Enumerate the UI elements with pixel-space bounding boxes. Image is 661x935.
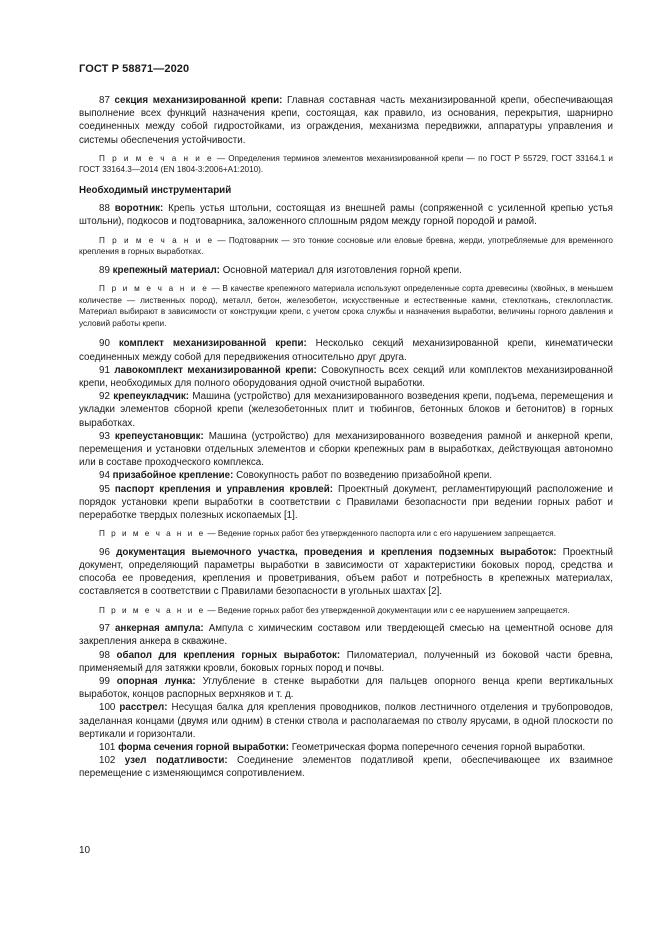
term-entry-102 (79, 754, 613, 780)
note-text: — Ведение горных работ без утвержденной документации или с ее нарушением запрещается. (207, 605, 570, 615)
entry-term: расстрел: (119, 702, 168, 714)
entry-number: 93 (99, 430, 110, 442)
entry-term: узел податливости: (124, 755, 228, 767)
entry-definition: Машина (устройство) для механизированного возведения крепи, подъема, перемещения и укладки элементов сборной крепи (железобетонных плит и тюбингов, бетонных блоков и бетонитов) в горных выработках. (79, 391, 613, 429)
term-entry-89 (79, 264, 613, 277)
term-entry-94 (79, 469, 613, 482)
entry-number: 88 (99, 203, 110, 215)
entry-definition: Несущая балка для крепления проводников, полков лестничного отделения и трубопроводов, заделанная концами (двумя или одним) в стенки ствола и располагаемая по стволу ярусами, в одной плоскости по вертикали и горизонтали. (79, 702, 613, 740)
page-number: 10 (79, 845, 91, 856)
note-text: — Подтоварник — это тонкие сосновые или еловые бревна, жерди, употребляемые для временного крепления в горных выработках. (79, 235, 613, 257)
note-96 (79, 605, 613, 617)
entry-definition: Пиломатериал, полученный из боковой части бревна, применяемый для затяжки кровли, боковых горных пород и почвы. (79, 649, 613, 674)
entry-number: 100 (99, 702, 116, 714)
entry-number: 90 (99, 338, 110, 350)
term-entry-91 (79, 364, 613, 390)
entry-term: комплект механизированной крепи: (118, 338, 307, 350)
entry-definition: Крепь устья штольни, состоящая из внешней рамы (сопряженной с усиленной крепью устья штольни), подкосов и подтоварника, заложенного сплошным рядом между горной породой и рамой. (79, 203, 613, 228)
entry-definition: Главная составная часть механизированной крепи, обеспечивающая выполнение всех функций назначения крепи, состоящая, как правило, из основания, перекрытия, шарнирно соединенных между собой гидростойками, из ограждения, механизма передвижки, аппаратуры управления и системы обеспечения устойчивости. (79, 95, 613, 146)
entry-term: анкерная ампула: (114, 623, 204, 635)
note-label: П р и м е ч а н и е (99, 529, 206, 539)
note-87 (79, 153, 613, 176)
entry-term: документация выемочного участка, проведения и крепления подземных выработок: (116, 546, 557, 558)
entry-definition: Совокупность всех секций или комплектов механизированной крепи, необходимых для полного оборудования одной очистной выработки. (79, 364, 613, 389)
entry-term: секция механизированной крепи: (114, 95, 283, 106)
term-entry-90 (79, 337, 613, 363)
note-95 (79, 528, 613, 540)
term-entry-93 (79, 430, 613, 470)
entry-number: 102 (99, 755, 116, 767)
note-text: — Определения терминов элементов механизированной крепи — по ГОСТ Р 55729, ГОСТ 33164.1 и ГОСТ 33164.3—2014 (EN 1804-3:2006+A1:2010). (79, 153, 613, 175)
note-text: — В качестве крепежного материала используют определенные сорта древесины (хвойных, в меньшем количестве — лиственных пород), металл, бетон, железобетон, искусственные и естественные камни, стеклоткань, стеклопластик. Материал выбирают в зависимости от конструкции крепи, с учетом срока службы и назначения выработки, величины горного давления и условий работы крепи. (79, 284, 613, 328)
entry-number: 92 (99, 391, 110, 403)
term-entry-88 (79, 202, 613, 228)
term-entry-99 (79, 675, 613, 701)
entry-number: 95 (99, 483, 110, 495)
document-header: ГОСТ Р 58871—2020 (79, 63, 190, 75)
note-label: П р и м е ч а н и е (99, 605, 206, 615)
entry-definition: Ампула с химическим составом или твердеющей смесью на цементной основе для закрепления анкера в скважине. (79, 623, 613, 648)
entry-definition: Совокупность работ по возведению призабойной крепи. (236, 470, 493, 482)
term-entry-101 (79, 741, 613, 754)
note-88 (79, 235, 613, 258)
entry-number: 96 (99, 546, 110, 558)
term-entry-98 (79, 649, 613, 675)
entry-term: крепежный материал: (112, 264, 220, 276)
entry-definition: Машина (устройство) для механизированного возведения рамной и анкерной крепи, перемещения и установки отдельных элементов и сборки крепежных рам в выработках, действующая автономно или в составе проходческого комплекса. (79, 430, 613, 469)
entry-definition: Проектный документ, определяющий параметры выработки в зависимости от характеристики боковых пород, средства и способа ее проведения, крепления и проветривания, объем работ и потребность в крепежных материалах, составляется в соответствии с Правилами безопасности в угольных шахтах [2]. (79, 546, 613, 598)
entry-term: паспорт крепления и управления кровлей: (114, 483, 334, 495)
entry-number: 101 (99, 742, 116, 754)
entry-term: обапол для крепления горных выработок: (116, 649, 341, 661)
entry-definition: Геометрическая форма поперечного сечения горной выработки. (291, 742, 586, 754)
entry-term: опорная лунка: (116, 676, 196, 688)
term-entry-92 (79, 390, 613, 430)
entry-number: 89 (99, 264, 110, 276)
term-entry-97 (79, 622, 613, 648)
note-89 (79, 283, 613, 329)
entry-term: крепеустановщик: (114, 430, 204, 442)
note-label: П р и м е ч а н и е (99, 153, 214, 163)
term-entry-100 (79, 701, 613, 741)
entry-definition: Проектный документ, регламентирующий расположение и порядок установки крепи выработки в соответствии с Правилами безопасности при ведении горных работ и переработке твердых полезных ископаемых [1]. (79, 483, 613, 522)
note-text: — Ведение горных работ без утвержденного паспорта или с его нарушением запрещается. (207, 529, 556, 539)
entry-definition: Несколько секций механизированной крепи, кинематически соединенных между собой для передвижения относительно друг друга. (79, 338, 613, 363)
note-label: П р и м е ч а н и е (99, 284, 209, 293)
entry-term: воротник: (114, 203, 164, 215)
entry-term: крепеукладчик: (113, 391, 190, 403)
entry-number: 91 (99, 364, 110, 376)
entry-term: лавокомплект механизированной крепи: (114, 364, 317, 376)
term-entry-87 (79, 94, 613, 147)
entry-term: призабойное крепление: (112, 470, 234, 482)
entry-number: 99 (99, 676, 110, 688)
document-body (79, 94, 613, 781)
entry-number: 98 (99, 649, 110, 661)
term-entry-96 (79, 546, 613, 599)
entry-number: 94 (99, 470, 110, 482)
note-label: П р и м е ч а н и е (99, 235, 215, 245)
entry-definition: Соединение элементов податливой крепи, обеспечивающее их взаимное перемещение с изменяющимся сопротивлением. (79, 755, 613, 780)
term-entry-95 (79, 483, 613, 523)
entry-number: 97 (99, 623, 110, 635)
entry-definition: Углубление в стенке выработки для пальцев опорного венца крепи вертикальных выработок, концов распорных верхняков и т. д. (79, 676, 613, 701)
entry-definition: Основной материал для изготовления горной крепи. (222, 264, 462, 276)
entry-number: 87 (99, 95, 110, 106)
section-subheading: Необходимый инструментарий (79, 185, 232, 196)
entry-term: форма сечения горной выработки: (118, 742, 289, 754)
